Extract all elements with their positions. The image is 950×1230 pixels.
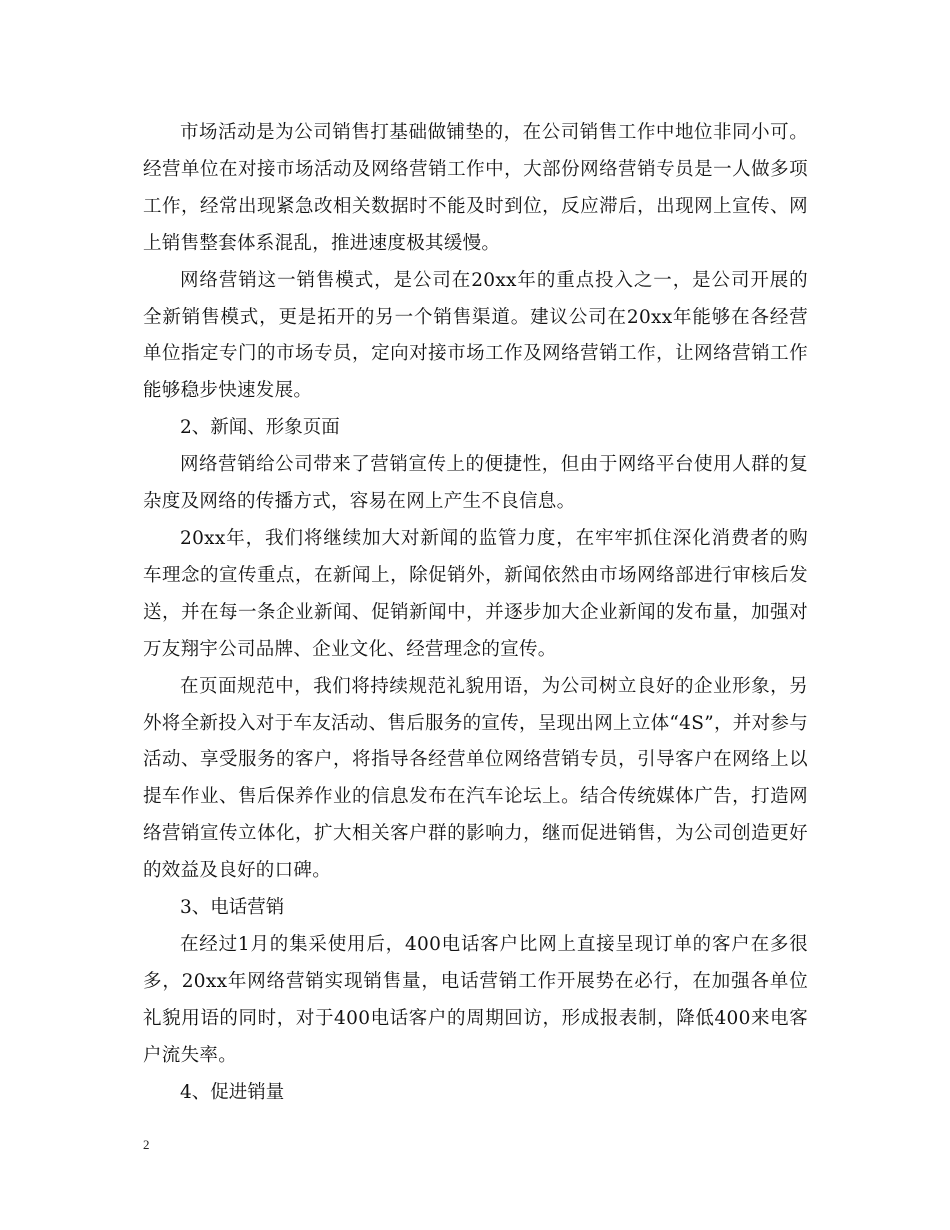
section-heading-news-image: 2、新闻、形象页面 [180,417,340,439]
document-body [143,115,808,1111]
paragraph-network-convenience: 网络营销给公司带来了营销宣传上的便捷性，但由于网络平台使用人群的复杂度及网络的传播方式，容易在网上产生不良信息。 [143,454,808,513]
page-number: 2 [143,1137,150,1152]
section-heading-phone-marketing: 3、电话营销 [180,897,285,919]
paragraph-news-supervision: 20xx年，我们将继续加大对新闻的监管力度，在牢牢抓住深化消费者的购车理念的宣传重点，在新闻上，除促销外，新闻依然由市场网络部进行审核后发送，并在每一条企业新闻、促销新闻中，并逐步加大企业新闻的发布量，加强对万友翔宇公司品牌、企业文化、经营理念的宣传。 [143,527,808,660]
section-heading-promote-sales: 4、促进销量 [180,1081,285,1103]
paragraph-page-standards: 在页面规范中，我们将持续规范礼貌用语，为公司树立良好的企业形象，另外将全新投入对于车友活动、售后服务的宣传，呈现出网上立体“4S”，并对参与活动、享受服务的客户，将指导各经营单位网络营销专员，引导客户在网络上以提车作业、售后保养作业的信息发布在汽车论坛上。结合传统媒体广告，打造网络营销宣传立体化，扩大相关客户群的影响力，继而促进销售，为公司创造更好的效益及良好的口碑。 [143,675,808,882]
paragraph-market-activities: 市场活动是为公司销售打基础做铺垫的，在公司销售工作中地位非同小可。经营单位在对接市场活动及网络营销工作中，大部份网络营销专员是一人做多项工作，经常出现紧急改相关数据时不能及时到位，反应滞后，出现网上宣传、网上销售整套体系混乱，推进速度极其缓慢。 [143,122,808,254]
paragraph-network-marketing-model: 网络营销这一销售模式，是公司在20xx年的重点投入之一，是公司开展的全新销售模式，更是拓开的另一个销售渠道。建议公司在20xx年能够在各经营单位指定专门的市场专员，定向对接市场工作及网络营销工作，让网络营销工作能够稳步快速发展。 [143,269,808,402]
paragraph-phone-marketing: 在经过1月的集采使用后，400电话客户比网上直接呈现订单的客户在多很多，20xx年网络营销实现销售量，电话营销工作开展势在必行，在加强各单位礼貌用语的同时，对于400电话客户的周期回访，形成报表制，降低400来电客户流失率。 [143,933,808,1066]
